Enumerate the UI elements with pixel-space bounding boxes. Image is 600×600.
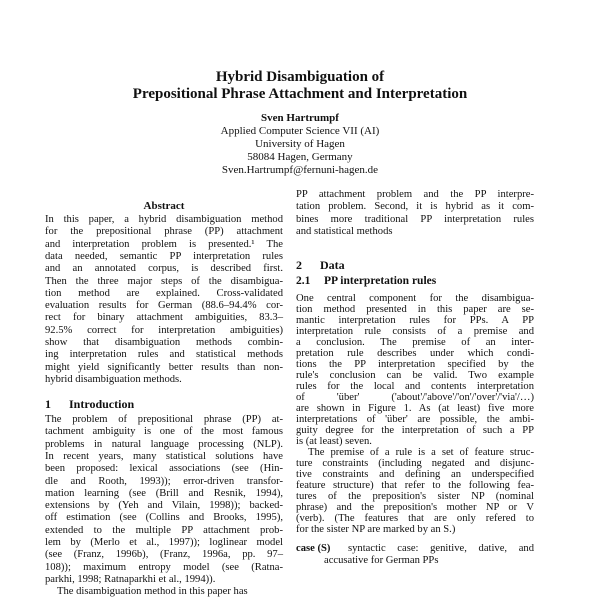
intro-line: The disambiguation method in this paper has [57, 586, 248, 598]
paper-title-line-1: Hybrid Disambiguation of [215, 69, 385, 85]
body-line: tures of the preposition's sister NP (nominal [296, 491, 534, 502]
intro-line: mation learning (see (Brill and Resnik, 1994), [45, 487, 283, 499]
affiliation-line: 58084 Hagen, Germany [247, 151, 353, 163]
body-line: PP attachment problem and the PP interpre- [296, 189, 534, 200]
definition-line: accusative for German PPs [324, 555, 439, 567]
abstract-line: hybrid disambiguation methods. [45, 373, 182, 385]
abstract-line: might yield significantly better results than non- [45, 361, 283, 373]
abstract-line: rect for binary attachment ambiguities, 83.3– [45, 312, 283, 324]
intro-line: extensions by (Yeh and Vilain, 1998)); backed- [45, 500, 283, 512]
intro-line: problems in natural language processing (NLP). [45, 438, 283, 450]
body-line: ture constraints (including negated and disjunc- [296, 458, 534, 469]
body-line: pretation rule describes under which condi- [296, 348, 534, 359]
left-column [45, 0, 283, 600]
body-line: guity degree for the interpretation of such a PP [296, 425, 534, 436]
author-name: Sven Hartrumpf [261, 112, 339, 124]
subsection-number: 2.1 [296, 275, 311, 287]
body-line: rules for the local and contents interpretation [296, 381, 534, 392]
body-line: and statistical methods [296, 225, 393, 237]
abstract-line: tion method are explained. Cross-validated [45, 287, 283, 299]
paper-title-line-2: Prepositional Phrase Attachment and Interpretation [132, 86, 468, 102]
affiliation-line: University of Hagen [255, 138, 345, 150]
author-email: Sven.Hartrumpf@fernuni-hagen.de [221, 164, 379, 176]
definition-term: case (S) [296, 543, 331, 554]
abstract-line: ing interpretation rules and statistical methods [45, 349, 283, 361]
body-line: tation problem. Second, it is hybrid as it com- [296, 201, 534, 213]
abstract-line: In this paper, a hybrid disambiguation method [45, 214, 283, 225]
body-line: One central component for the disambigua- [296, 293, 534, 304]
intro-line: off estimation (see (Collins and Brooks, 1995), [45, 512, 283, 524]
intro-line: In recent years, many statistical solutions have [45, 450, 283, 462]
subsection-heading [296, 275, 436, 287]
affiliation-line: Applied Computer Science VII (AI) [220, 125, 380, 137]
section-title: Data [320, 258, 345, 272]
body-line: for the sister NP are marked by an S.) [296, 524, 456, 535]
section-title: Introduction [69, 397, 135, 411]
body-line: phrase) and the preposition's mother NP or V [296, 502, 534, 513]
body-line: feature structure) that refer to the following fea- [296, 480, 534, 491]
intro-line: dle and Rooth, 1993)); error-driven transfor- [45, 475, 283, 487]
body-line: (verb). (The features that are only refered to [296, 513, 534, 524]
intro-line: parkhi, 1998; Ratnaparkhi et al., 1994)). [45, 573, 216, 585]
intro-line: lem by (Merlo et al., 1997)); loglinear model [45, 537, 283, 548]
data-section-heading [296, 258, 345, 273]
definition-line: syntactic case: genitive, dative, and [348, 543, 534, 554]
subsection-title: PP interpretation rules [324, 275, 437, 287]
abstract-line: for the prepositional phrase (PP) attachment [45, 226, 283, 238]
section-number: 2 [296, 258, 302, 272]
body-line: rule's conclusion can be valid. Two example [296, 370, 534, 381]
abstract-line: Then the three major steps of the disambigua- [45, 275, 283, 287]
body-line: interpretations of 'über' are possible, the ambi- [296, 414, 534, 425]
body-line: bines more traditional PP interpretation rules [296, 213, 534, 225]
body-line: of 'über' ('about'/'above'/'on'/'over'/'via'/…) [296, 392, 534, 403]
body-line: tions the PP interpretation specified by the [296, 359, 534, 370]
body-line: are shown in Figure 1. As (at least) five more [296, 403, 534, 414]
intro-line: 108)); maximum entropy model (see (Ratna- [45, 561, 283, 573]
body-line: is (at least) seven. [296, 436, 372, 447]
body-line: a conclusion. The premise of an inter- [296, 337, 534, 348]
abstract-line: and an annotated corpus, is described first. [45, 263, 283, 275]
intro-heading [45, 397, 134, 412]
intro-line: The problem of prepositional phrase (PP) at- [45, 414, 283, 425]
right-column [296, 0, 534, 600]
abstract-line: 92.5% correct for interpretation ambiguities) [45, 324, 283, 336]
intro-line: (see (Franz, 1996b), (Franz, 1996a, pp. 97– [45, 549, 283, 561]
body-line: tive constraints and defining an underspecified [296, 469, 534, 480]
body-line: mantic interpretation rules for PPs. A PP [296, 315, 534, 326]
intro-line: extended to the multiple PP attachment prob- [45, 524, 283, 536]
abstract-line: data needed, semantic PP interpretation rules [45, 250, 283, 262]
body-line: tion method presented in this paper are se- [296, 304, 534, 315]
abstract-heading: Abstract [143, 200, 185, 212]
intro-line: been proposed: lexical associations (see (Hin- [45, 463, 283, 475]
abstract-line: and interpretation problem is presented.¹ The [45, 238, 283, 250]
abstract-line: show that disambiguation methods combin- [45, 337, 283, 348]
intro-line: tachment ambiguity is one of the most famous [45, 426, 283, 438]
body-line: The premise of a rule is a set of feature struc- [308, 447, 534, 458]
abstract-line: evaluation results for German (88.6–94.4% cor- [45, 300, 283, 312]
section-number: 1 [45, 397, 51, 411]
body-line: interpretation rule consists of a premise and [296, 326, 534, 337]
